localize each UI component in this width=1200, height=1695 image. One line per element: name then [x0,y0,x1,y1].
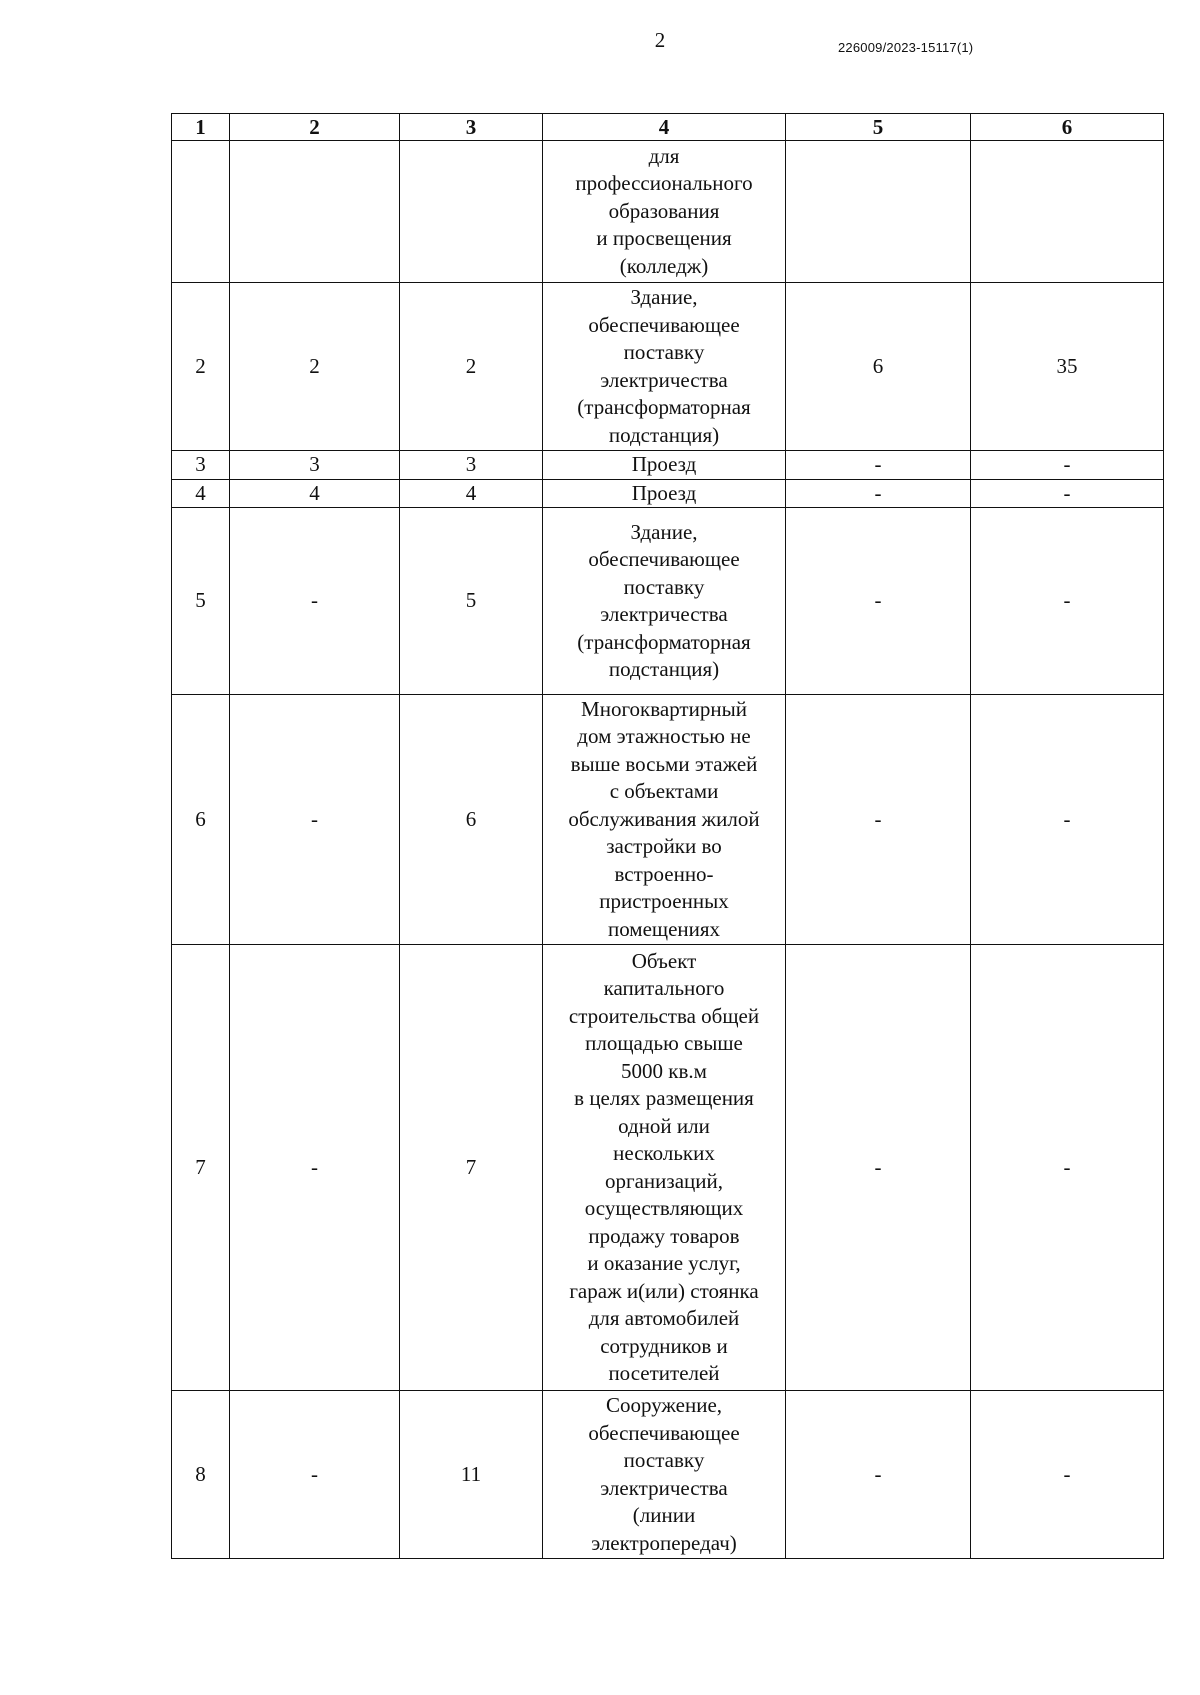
table-cell: 4 [230,479,400,508]
table-cell: для профессионального образования и просвещения (колледж) [543,141,786,283]
table-cell: Объект капитального строительства общей площадью свыше 5000 кв.м в целях размещения одной или нескольких организаций, осуществляющих продажу товаров и оказание услуг, гараж и(или) стоянка для автомобилей сотрудников и посетителей [543,945,786,1391]
table-cell: - [230,695,400,945]
column-header: 1 [172,114,230,141]
column-header: 3 [400,114,543,141]
page-number: 2 [654,28,666,52]
table-cell: 11 [400,1391,543,1559]
table-cell: 4 [400,479,543,508]
table-cell: 8 [172,1391,230,1559]
column-header: 6 [971,114,1164,141]
table-cell: - [786,479,971,508]
table-cell: 6 [400,695,543,945]
table-cell: 2 [400,283,543,451]
table-cell: Здание, обеспечивающее поставку электричества (трансформаторная подстанция) [543,283,786,451]
table-cell [172,141,230,283]
table-cell: - [971,451,1164,480]
table-row [172,508,1164,695]
table-row [172,479,1164,508]
table-cell: Сооружение, обеспечивающее поставку электричества (линии электропередач) [543,1391,786,1559]
table-cell: - [786,451,971,480]
table-cell: Проезд [543,451,786,480]
table-cell [230,141,400,283]
table-cell: - [230,945,400,1391]
table-cell: - [971,695,1164,945]
table-cell: 5 [172,508,230,695]
table-cell: - [230,508,400,695]
column-header: 2 [230,114,400,141]
table-cell: - [786,695,971,945]
table-cell: - [786,508,971,695]
table-cell: 2 [230,283,400,451]
column-header: 5 [786,114,971,141]
table-cell: 7 [172,945,230,1391]
table-cell: - [971,508,1164,695]
table-cell: 2 [172,283,230,451]
table-header-row [172,114,1164,141]
table-row [172,945,1164,1391]
table-cell: Здание, обеспечивающее поставку электричества (трансформаторная подстанция) [543,508,786,695]
table-cell: 4 [172,479,230,508]
table-row [172,1391,1164,1559]
table-cell: 3 [230,451,400,480]
table-cell [400,141,543,283]
table-cell: - [971,1391,1164,1559]
table-cell: - [786,1391,971,1559]
document-id: 226009/2023-15117(1) [838,40,974,55]
table-row [172,451,1164,480]
table-cell: 6 [786,283,971,451]
data-table [171,113,1164,1559]
table-cell: Проезд [543,479,786,508]
table-cell: - [971,479,1164,508]
table-cell: - [230,1391,400,1559]
table-row [172,283,1164,451]
table-cell: 6 [172,695,230,945]
table-cell: 35 [971,283,1164,451]
table-cell [786,141,971,283]
column-header: 4 [543,114,786,141]
table-cell [971,141,1164,283]
table-cell: 3 [400,451,543,480]
table-cell: 3 [172,451,230,480]
table-cell: Многоквартирный дом этажностью не выше восьми этажей с объектами обслуживания жилой застройки во встроенно- пристроенных помещениях [543,695,786,945]
table-cell: - [971,945,1164,1391]
table-row [172,141,1164,283]
table-cell: 7 [400,945,543,1391]
table-cell: 5 [400,508,543,695]
table-cell: - [786,945,971,1391]
table-row [172,695,1164,945]
